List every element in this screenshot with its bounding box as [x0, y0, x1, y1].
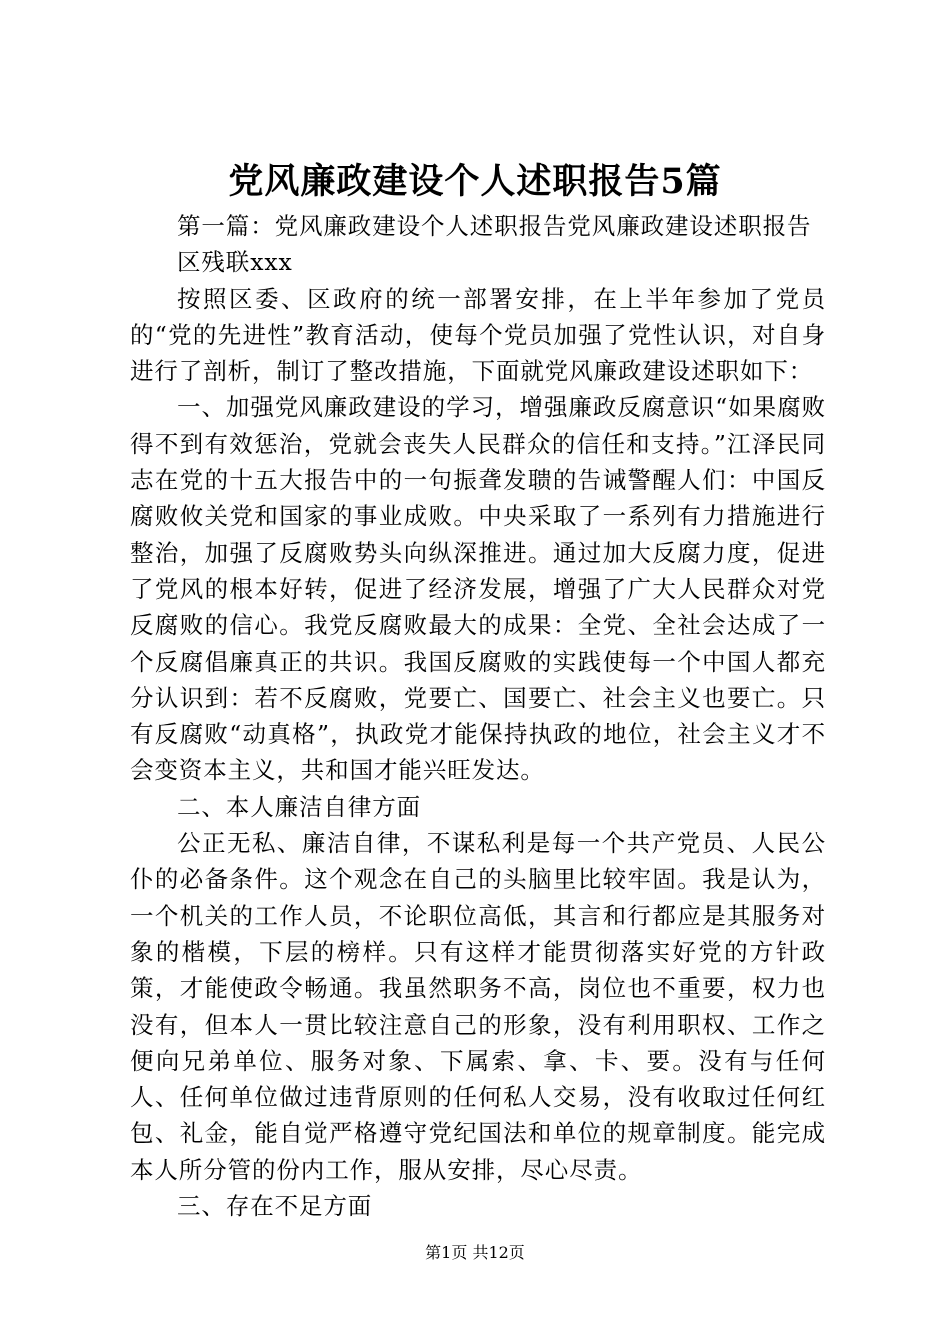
document-body — [130, 208, 826, 1224]
paragraph-section-two-body: 公正无私、廉洁自律，不谋私利是每一个共产党员、人民公仆的必备条件。这个观念在自己的头脑里比较牢固。我是认为，一个机关的工作人员，不论职位高低，其言和行都应是其服务对象的楷模，下层的榜样。只有这样才能贯彻落实好党的方针政策，才能使政令畅通。我虽然职务不高，岗位也不重要，权力也没有，但本人一贯比较注意自己的形象，没有利用职权、工作之便向兄弟单位、服务对象、下属索、拿、卡、要。没有与任何人、任何单位做过违背原则的任何私人交易，没有收取过任何红包、礼金，能自觉严格遵守党纪国法和单位的规章制度。能完成本人所分管的份内工作，服从安排，尽心尽责。 — [130, 829, 826, 1184]
paragraph-section-three-heading: 三、存在不足方面 — [177, 1192, 373, 1221]
page-footer: 第1页 共12页 — [425, 1243, 525, 1262]
document-title: 党风廉政建设个人述职报告5篇 — [228, 161, 722, 202]
paragraph-section-two-heading: 二、本人廉洁自律方面 — [177, 792, 421, 821]
paragraph-intro: 按照区委、区政府的统一部署安排，在上半年参加了党员的“党的先进性”教育活动，使每个党员加强了党性认识，对自身进行了剖析，制订了整改措施，下面就党风廉政建设述职如下： — [130, 284, 826, 386]
paragraph-author: 区残联xxx — [177, 248, 293, 277]
paragraph-section-one: 一、加强党风廉政建设的学习，增强廉政反腐意识“如果腐败得不到有效惩治，党就会丧失人民群众的信任和支持。”江泽民同志在党的十五大报告中的一句振聋发聩的告诫警醒人们：中国反腐败攸关党和国家的事业成败。中央采取了一系列有力措施进行整治，加强了反腐败势头向纵深推进。通过加大反腐力度，促进了党风的根本好转，促进了经济发展，增强了广大人民群众对党反腐败的信心。我党反腐败最大的成果：全党、全社会达成了一个反腐倡廉真正的共识。我国反腐败的实践使每一个中国人都充分认识到：若不反腐败，党要亡、国要亡、社会主义也要亡。只有反腐败“动真格”，执政党才能保持执政的地位，社会主义才不会变资本主义，共和国才能兴旺发达。 — [130, 393, 826, 785]
paragraph-chapter-heading: 第一篇：党风廉政建设个人述职报告党风廉政建设述职报告 — [177, 212, 812, 240]
